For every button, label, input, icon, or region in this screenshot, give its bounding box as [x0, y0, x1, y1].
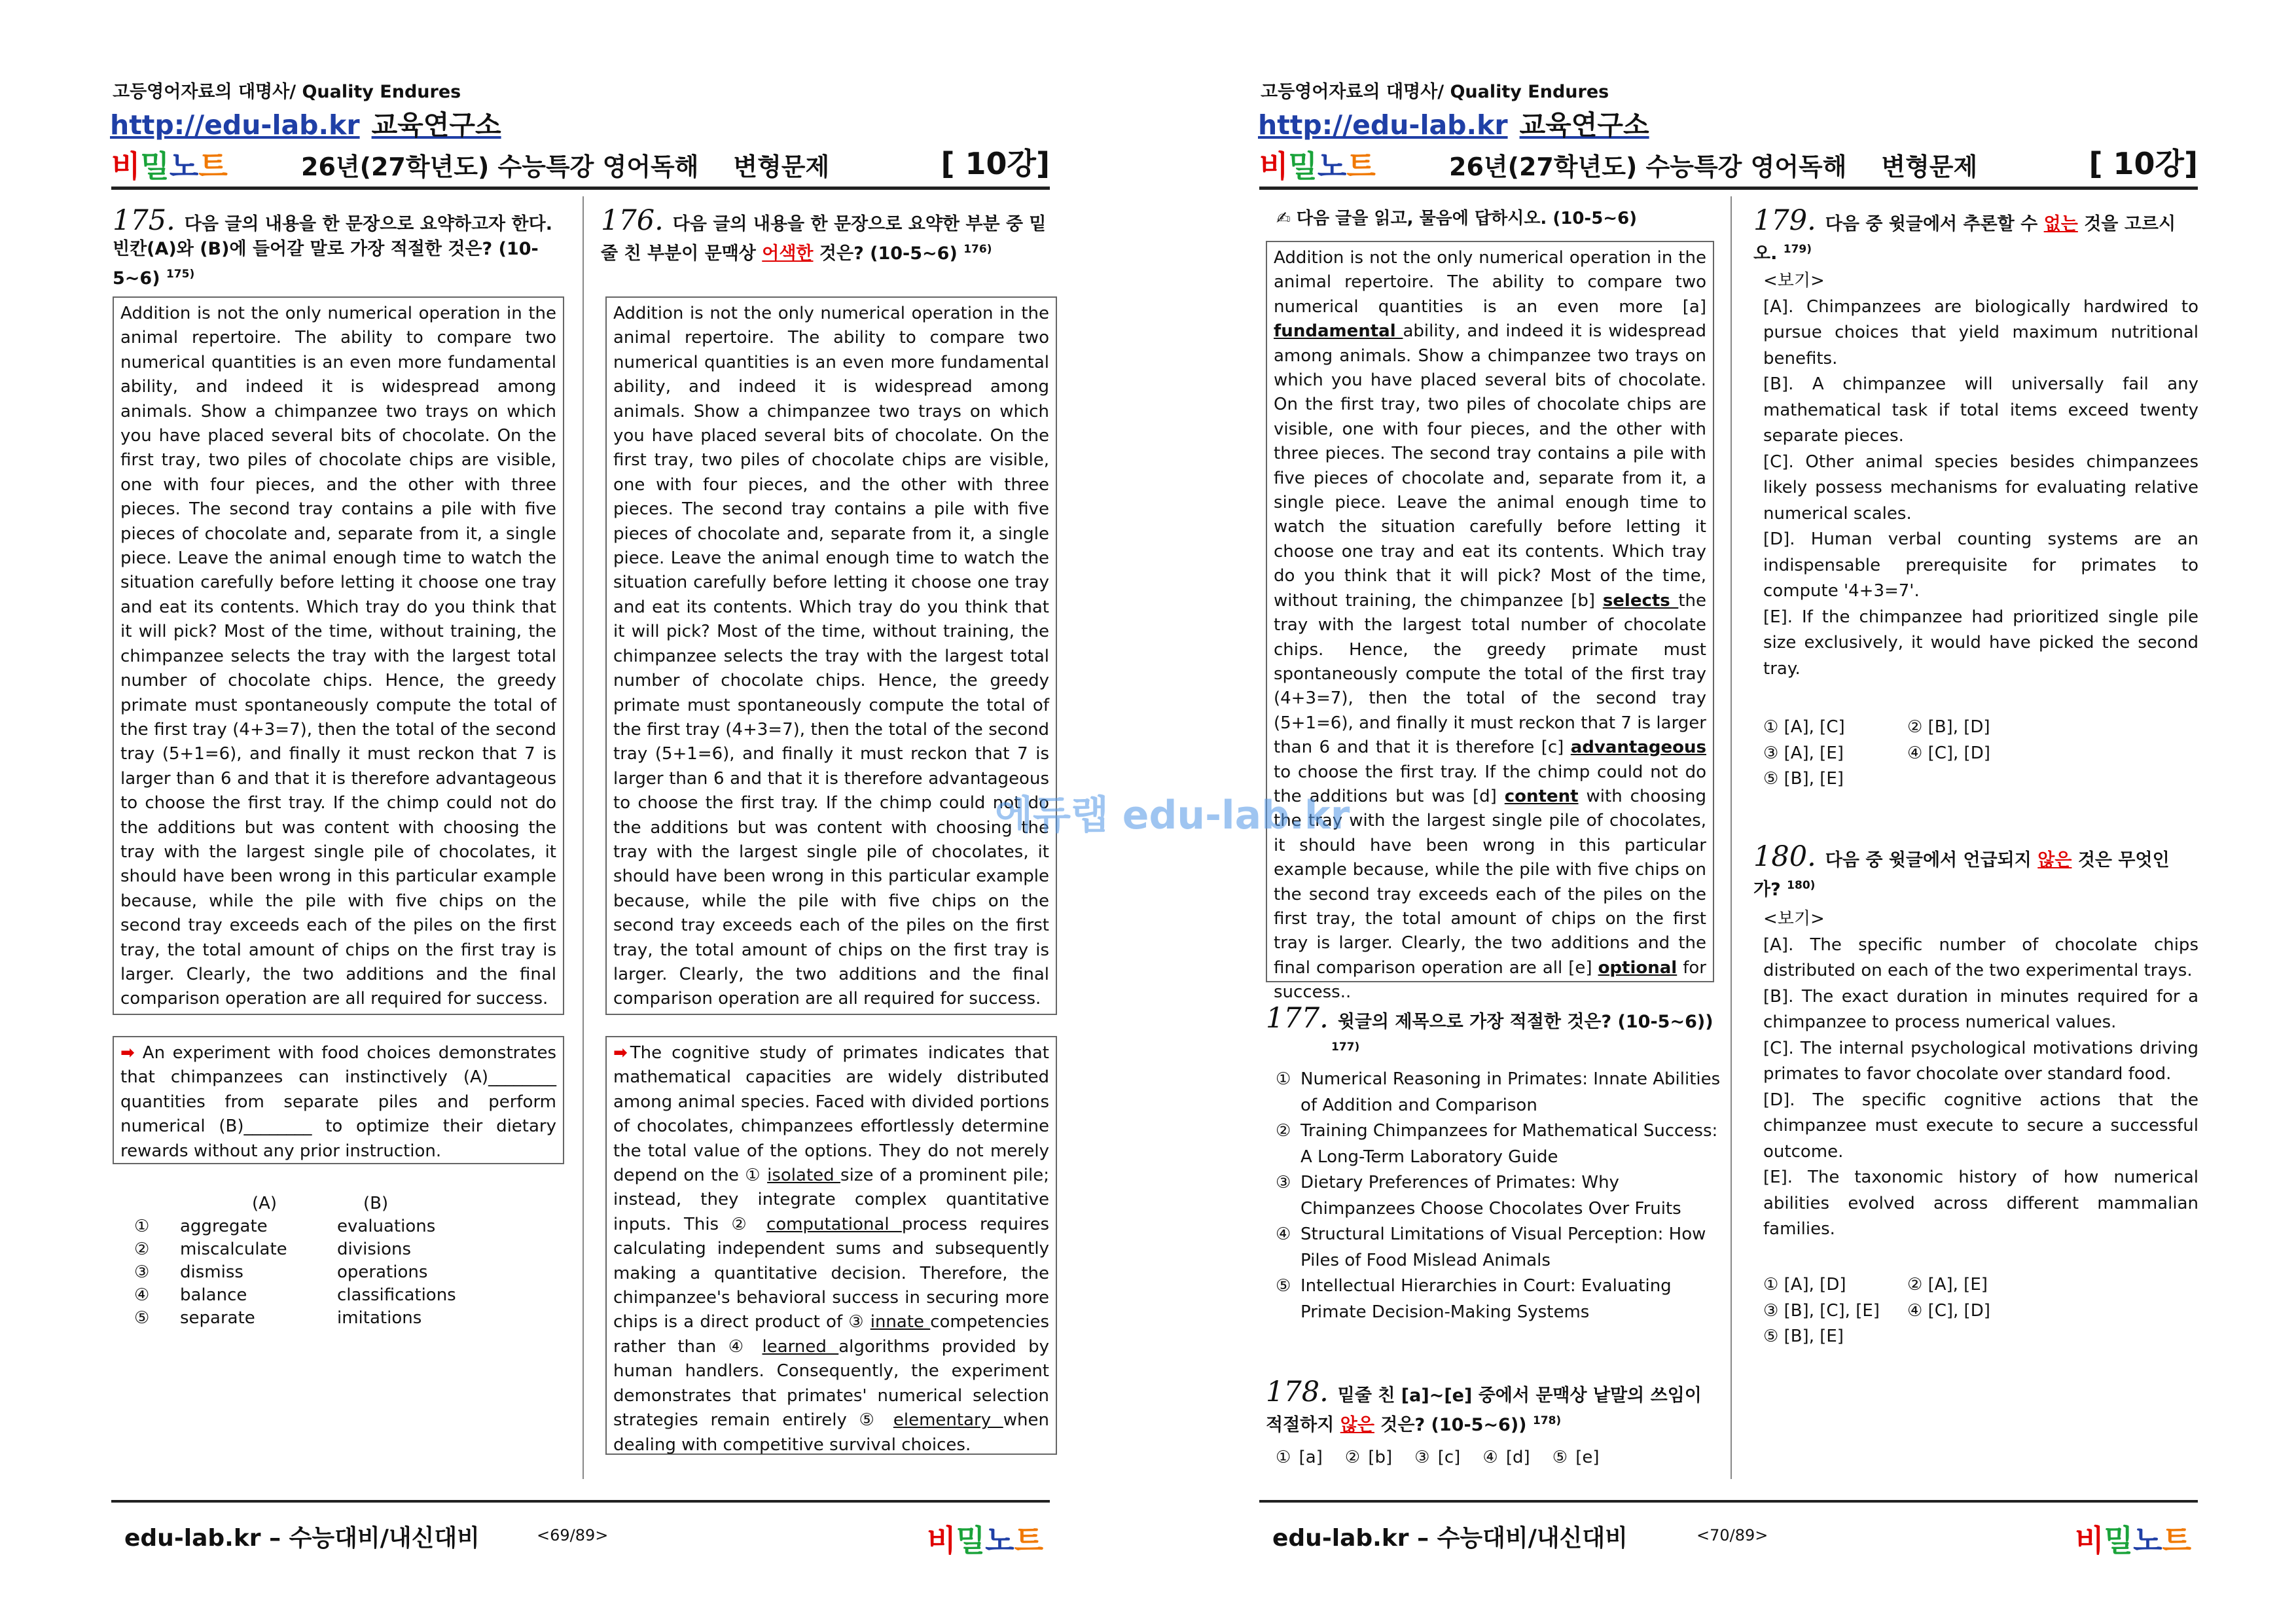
header-institute: 교육연구소: [1519, 109, 1649, 141]
instruction: ✍ 다음 글을 읽고, 물음에 답하시오. (10-5~6): [1276, 209, 1638, 228]
q178-stem: 178. 밑줄 친 [a]~[e] 중에서 문맥상 낱말의 쓰임이 적절하지 않은 것은? (10-5~6)) $^{178)}$: [1266, 1376, 1702, 1435]
header-lecture: [ 10강]: [2089, 146, 2198, 181]
passage-with-blanks: Addition is not the only numerical operation in the animal repertoire. The ability to compare two numerical quantities is an even more [a] fundamental ability, and indeed it is widespread among animals. Show a chimpanzee two trays on which you have placed several bits of chocolate. On the first tray, two piles of chocolate chips are visible, one with four pieces, and the other with three pieces. The second tray contains a pile with five pieces of chocolate and, separate from it, a single piece. Leave the animal enough time to watch the situation carefully before letting it choose one tray and eat its contents. Which tray do you think that it will pick? Most of the time, without training, the chimpanzee [b] selects the tray with the largest total number of chocolate chips. Hence, the greedy primate must spontaneously compute the total of the first tray (4+3=7), then the total of the second tray (5+1=6), and finally it must reckon that 7 is larger than 6 and that it is therefore [c] advantageous to choose the first tray. If the chimp could not do the additions but was [d] content with choosing the tray with the largest single pile of chocolates, it should have been wrong in this particular example because, while the pile with five chips on the second tray exceeds each of the piles on the first tray, the total amount of chips on the first tray is larger. Clearly, the two additions and the final comparison operation are all [e] optional for success..: [1266, 241, 1714, 982]
q179-stem: 179. 다음 중 윗글에서 추론할 수 없는 것을 고르시오. $^{179)}$: [1753, 204, 2176, 264]
option-item[interactable]: ③ Dietary Preferences of Primates: Why Chimpanzees Choose Chocolates Over Fruits: [1276, 1173, 1681, 1219]
header-url[interactable]: http://edu-lab.kr: [1258, 109, 1508, 141]
option-item[interactable]: ⑤ Intellectual Hierarchies in Court: Evaluating Primate Decision-Making Systems: [1276, 1276, 1672, 1322]
arrow-icon: ➡: [120, 1043, 135, 1063]
option-row[interactable]: ⑤ separate imitations: [134, 1308, 422, 1328]
answer-choice[interactable]: ⑤ [B], [E]: [1763, 769, 1844, 789]
q179-answers: [1763, 715, 2051, 793]
footer-rule: [111, 1500, 1050, 1503]
q178-answers: [1276, 1448, 1600, 1467]
bogi-item: [E]. If the chimpanzee had prioritized single pile size exclusively, it would have picked the second tray.: [1763, 607, 2198, 679]
header-tagline: 고등영어자료의 대명사/ Quality Endures: [1261, 82, 1609, 102]
arrow-icon: ➡: [613, 1043, 628, 1063]
q175-passage: Addition is not the only numerical operation in the animal repertoire. The ability to compare two numerical quantities is an even more fundamental ability, and indeed it is widespread among animals. Show a chimpanzee two trays on which you have placed several bits of chocolate. On the first tray, two piles of chocolate chips are visible, one with four pieces, and the other with three pieces. The second tray contains a pile with five pieces of chocolate and, separate from it, a single piece. Leave the animal enough time to watch the situation carefully before letting it choose one tray and eat its contents. Which tray do you think that it will pick? Most of the time, without training, the chimpanzee selects the tray with the largest total number of chocolate chips. Hence, the greedy primate must spontaneously compute the total of the first tray (4+3=7), then the total of the second tray (5+1=6), and finally it must reckon that 7 is larger than 6 and that it is therefore advantageous to choose the first tray. If the chimp could not do the additions but was content with choosing the tray with the largest single pile of chocolates, it should have been wrong in this particular example because, while the pile with five chips on the second tray exceeds each of the piles on the first tray, the total amount of chips on the first tray is larger. Clearly, the two additions and the final comparison operation are all required for success.: [113, 296, 564, 1015]
brand-logo: 비밀노트: [111, 149, 228, 184]
header-url-line: [110, 103, 501, 142]
answer-choice[interactable]: ② [B], [D]: [1907, 717, 1990, 737]
header-institute: 교육연구소: [371, 109, 501, 141]
bogi-item: [D]. The specific cognitive actions that the chimpanzee must execute to secure a successful outcome.: [1763, 1090, 2198, 1162]
answer-choice[interactable]: ② [b]: [1344, 1448, 1393, 1467]
footer-brand: 비밀노트: [927, 1523, 1043, 1558]
q180-answers: [1763, 1272, 2051, 1350]
answer-choice[interactable]: ④ [C], [D]: [1907, 743, 1990, 763]
q176-summary: ➡ The cognitive study of primates indicates that mathematical capacities are widely distributed among animal species. Faced with divided portions of chocolates, chimpanzees effortlessly determine the total value of the options. They do not merely depend on the ① isolated size of a prominent pile; instead, they integrate complex quantitative inputs. This ② computational process requires calculating independent sums and subsequently making a quantitative decision. Therefore, the chimpanzee's behavioral success in securing more chips is a direct product of ③ innate competencies rather than ④ learned algorithms provided by human handlers. Consequently, the experiment demonstrates that primates' numerical selection strategies remain entirely ⑤ elementary when dealing with competitive survival choices.: [605, 1036, 1057, 1455]
answer-choice[interactable]: ③ [c]: [1414, 1448, 1461, 1467]
q179-bogi: <보기> [A]. Chimpanzees are biologically hardwired to pursue choices that yield maximum nutritional benefits. [B]. A chimpanzee will universally fail any mathematical task if total items exceed twenty separate pieces. [C]. Other animal species besides chimpanzees likely possess mechanisms for evaluating relative numerical scales. [D]. Human verbal counting systems are an indispensable prerequisite for primates to compute '4+3=7'. [E]. If the chimpanzee had prioritized single pile size exclusively, it would have picked the second tray.: [1763, 268, 2198, 682]
header-rule: [1259, 187, 2198, 190]
footer-rule: [1259, 1500, 2198, 1503]
answer-choice[interactable]: ① [A], [D]: [1763, 1275, 1846, 1294]
header-subject: 26년(27학년도) 수능특강 영어독해 변형문제: [1449, 152, 1978, 181]
answer-choice[interactable]: ④ [d]: [1482, 1448, 1530, 1467]
bogi-item: [B]. The exact duration in minutes required for a chimpanzee to process numerical values.: [1763, 986, 2198, 1032]
answer-choice[interactable]: ① [A], [C]: [1763, 717, 1845, 737]
answer-choice[interactable]: ④ [C], [D]: [1907, 1300, 1990, 1321]
bogi-item: [C]. The internal psychological motivations driving primates to favor chocolate over standard food.: [1763, 1038, 2198, 1084]
q177-stem: 177. 윗글의 제목으로 가장 적절한 것은? (10-5~6)) $^{177)}$: [1266, 1002, 1713, 1054]
option-row[interactable]: ④ balance classifications: [134, 1285, 456, 1305]
column-divider: [1731, 196, 1732, 1479]
q180-stem: 180. 다음 중 윗글에서 언급되지 않은 것은 무엇인가? $^{180)}$: [1753, 840, 2170, 900]
q177-options: [1276, 1067, 1720, 1325]
option-row[interactable]: ③ dismiss operations: [134, 1262, 428, 1282]
watermark: 에듀랩 edu-lab.kr: [995, 793, 1350, 838]
answer-choice[interactable]: ⑤ [B], [E]: [1763, 1327, 1844, 1346]
header-url[interactable]: http://edu-lab.kr: [110, 109, 360, 141]
bogi-item: [E]. The taxonomic history of how numerical abilities evolved across different mammalian families.: [1763, 1168, 2198, 1239]
q175-stem: 175. 다음 글의 내용을 한 문장으로 요약하고자 한다. 빈칸(A)와 (B)에 들어갈 말로 가장 적절한 것은? (10-5~6) $^{175)}$: [113, 204, 552, 289]
option-item[interactable]: ① Numerical Reasoning in Primates: Innate Abilities of Addition and Comparison: [1276, 1069, 1721, 1115]
column-divider: [583, 196, 584, 1479]
answer-choice[interactable]: ① [a]: [1276, 1448, 1323, 1467]
brand-logo: 비밀노트: [1259, 149, 1376, 184]
page-number: <69/89>: [537, 1526, 609, 1544]
q180-bogi: <보기> [A]. The specific number of chocolate chips distributed on each of the two experimental trays. [B]. The exact duration in minutes required for a chimpanzee to process numerical values. [C]. The internal psychological motivations driving primates to favor chocolate over standard food. [D]. The specific cognitive actions that the chimpanzee must execute to secure a successful outcome. [E]. The taxonomic history of how numerical abilities evolved across different mammalian families.: [1763, 906, 2198, 1243]
footer-site: edu-lab.kr – 수능대비/내신대비: [1272, 1525, 1628, 1552]
header-rule: [111, 187, 1050, 190]
q176-passage: Addition is not the only numerical operation in the animal repertoire. The ability to compare two numerical quantities is an even more fundamental ability, and indeed it is widespread among animals. Show a chimpanzee two trays on which you have placed several bits of chocolate. On the first tray, two piles of chocolate chips are visible, one with four pieces, and the other with three pieces. The second tray contains a pile with five pieces of chocolate and, separate from it, a single piece. Leave the animal enough time to watch the situation carefully before letting it choose one tray and eat its contents. Which tray do you think that it will pick? Most of the time, without training, the chimpanzee selects the tray with the largest total number of chocolate chips. Hence, the greedy primate must spontaneously compute the total of the first tray (4+3=7), then the total of the second tray (5+1=6), and finally it must reckon that 7 is larger than 6 and that it is therefore advantageous to choose the first tray. If the chimp could not do the additions but was content with choosing the tray with the largest single pile of chocolates, it should have been wrong in this particular example because, while the pile with five chips on the second tray exceeds each of the piles on the first tray, the total amount of chips on the first tray is larger. Clearly, the two additions and the final comparison operation are all required for success.: [605, 296, 1057, 1015]
bogi-item: [A]. Chimpanzees are biologically hardwired to pursue choices that yield maximum nutritional benefits.: [1763, 296, 2198, 368]
header-url-line: [1258, 103, 1649, 142]
header-lecture: [ 10강]: [941, 146, 1050, 181]
header-tagline: 고등영어자료의 대명사/ Quality Endures: [113, 82, 461, 102]
bogi-item: [B]. A chimpanzee will universally fail any mathematical task if total items exceed twenty separate pieces.: [1763, 374, 2198, 446]
page-number: <70/89>: [1696, 1526, 1768, 1544]
option-row[interactable]: ① aggregate evaluations: [134, 1217, 436, 1236]
bogi-item: [C]. Other animal species besides chimpanzees likely possess mechanisms for evaluating relative numerical scales.: [1763, 452, 2198, 524]
option-item[interactable]: ④ Structural Limitations of Visual Perception: How Piles of Food Mislead Animals: [1276, 1224, 1706, 1270]
option-item[interactable]: ② Training Chimpanzees for Mathematical Success: A Long-Term Laboratory Guide: [1276, 1121, 1718, 1167]
bogi-item: [A]. The specific number of chocolate chips distributed on each of the two experimental trays.: [1763, 935, 2198, 980]
bogi-item: [D]. Human verbal counting systems are an indispensable prerequisite for primates to compute '4+3=7'.: [1763, 529, 2198, 601]
footer-brand: 비밀노트: [2075, 1523, 2191, 1558]
q175-summary: ➡ An experiment with food choices demonstrates that chimpanzees can instinctively (A)________ quantities from separate piles and perform numerical (B)________ to optimize their dietary rewards without any prior instruction.: [113, 1036, 564, 1164]
q176-stem: 176. 다음 글의 내용을 한 문장으로 요약한 부분 중 밑줄 친 부분이 문맥상 어색한 것은? (10-5~6) $^{176)}$: [601, 204, 1047, 264]
header-subject: 26년(27학년도) 수능특강 영어독해 변형문제: [301, 152, 830, 181]
answer-choice[interactable]: ② [A], [E]: [1907, 1275, 1988, 1294]
answer-choice[interactable]: ③ [A], [E]: [1763, 743, 1844, 763]
q175-options: (A) (B) ① aggregate evaluations ② miscalculate divisions ③ dismiss operations ④ balance classifications ⑤ separate imitations: [134, 1192, 481, 1330]
option-row[interactable]: ② miscalculate divisions: [134, 1240, 412, 1259]
answer-choice[interactable]: ③ [B], [C], [E]: [1763, 1300, 1880, 1321]
answer-choice[interactable]: ⑤ [e]: [1552, 1448, 1600, 1467]
footer-site: edu-lab.kr – 수능대비/내신대비: [124, 1525, 480, 1552]
